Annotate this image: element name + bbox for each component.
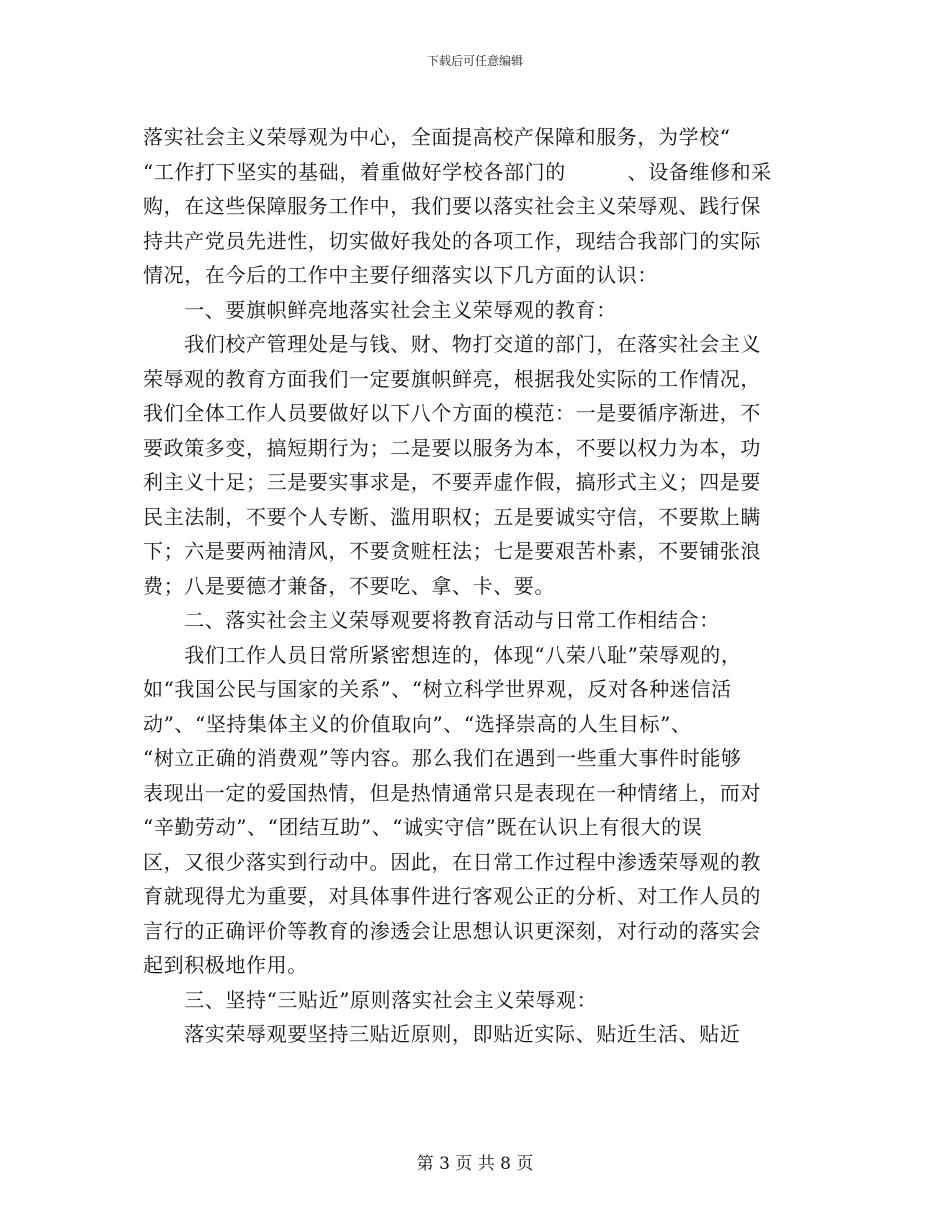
- body-line: “工作打下坚实的基础，着重做好学校各部门的 、设备维修和采: [143, 159, 772, 184]
- body-line: 情况，在今后的工作中主要仔细落实以下几方面的认识：: [143, 263, 658, 287]
- body-line: 如“我国公民与国家的关系”、“树立科学世界观，反对各种迷信活: [143, 677, 732, 701]
- body-line: 持共产党员先进性，切实做好我处的各项工作，现结合我部门的实际: [143, 228, 761, 253]
- page-header-note: 下载后可任意编辑: [426, 54, 523, 68]
- body-line: 落实社会主义荣辱观为中心，全面提高校产保障和服务，为学校“: [143, 125, 731, 149]
- section-heading-1: 一、要旗帜鲜亮地落实社会主义荣辱观的教育：: [143, 297, 617, 322]
- section-heading-2: 二、落实社会主义荣辱观要将教育活动与日常工作相结合：: [143, 608, 720, 632]
- body-line: 费；八是要德才兼备，不要吃、拿、卡、要。: [143, 573, 555, 598]
- body-line: 区，又很少落实到行动中。因此，在日常工作过程中渗透荣辱观的教: [143, 849, 761, 874]
- body-line: 我们全体工作人员要做好以下八个方面的模范：一是要循序渐进，不: [143, 401, 761, 425]
- body-line: 购，在这些保障服务工作中，我们要以落实社会主义荣辱观、践行保: [143, 194, 761, 218]
- body-line: 民主法制，不要个人专断、滥用职权；五是要诚实守信，不要欺上瞒: [143, 504, 761, 529]
- body-line: 下；六是要两袖清风，不要贪赃枉法；七是要艰苦朴素，不要铺张浪: [143, 539, 761, 563]
- section-heading-3: 三、坚持“三贴近”原则落实社会主义荣辱观：: [143, 987, 598, 1012]
- body-line: 言行的正确评价等教育的渗透会让思想认识更深刻，对行动的落实会: [143, 918, 761, 943]
- body-line: 我们校产管理处是与钱、财、物打交道的部门，在落实社会主义: [143, 332, 761, 356]
- document-body: [143, 120, 795, 1052]
- body-line: 要政策多变，搞短期行为；二是要以服务为本，不要以权力为本，功: [143, 435, 761, 460]
- body-line: 荣辱观的教育方面我们一定要旗帜鲜亮，根据我处实际的工作情况，: [143, 366, 761, 391]
- body-line: 动”、“坚持集体主义的价值取向”、“选择崇高的人生目标”、: [143, 711, 692, 736]
- body-line: 起到积极地作用。: [143, 953, 308, 977]
- body-line: 育就现得尤为重要，对具体事件进行客观公正的分析、对工作人员的: [143, 884, 761, 908]
- body-line: 我们工作人员日常所紧密想连的，体现“八荣八耻”荣辱观的，: [143, 642, 742, 667]
- body-line: 利主义十足；三是要实事求是，不要弄虚作假，搞形式主义；四是要: [143, 470, 761, 494]
- body-line: “辛勤劳动”、“团结互助”、“诚实守信”既在认识上有很大的误: [143, 815, 703, 839]
- body-line: 表现出一定的爱国热情，但是热情通常只是表现在一种情绪上，而对: [143, 780, 761, 805]
- page-number-footer: 第 3 页 共 8 页: [416, 1154, 534, 1174]
- body-line: 落实荣辱观要坚持三贴近原则，即贴近实际、贴近生活、贴近: [143, 1022, 741, 1046]
- body-line: “树立正确的消费观”等内容。那么我们在遇到一些重大事件时能够: [143, 746, 742, 770]
